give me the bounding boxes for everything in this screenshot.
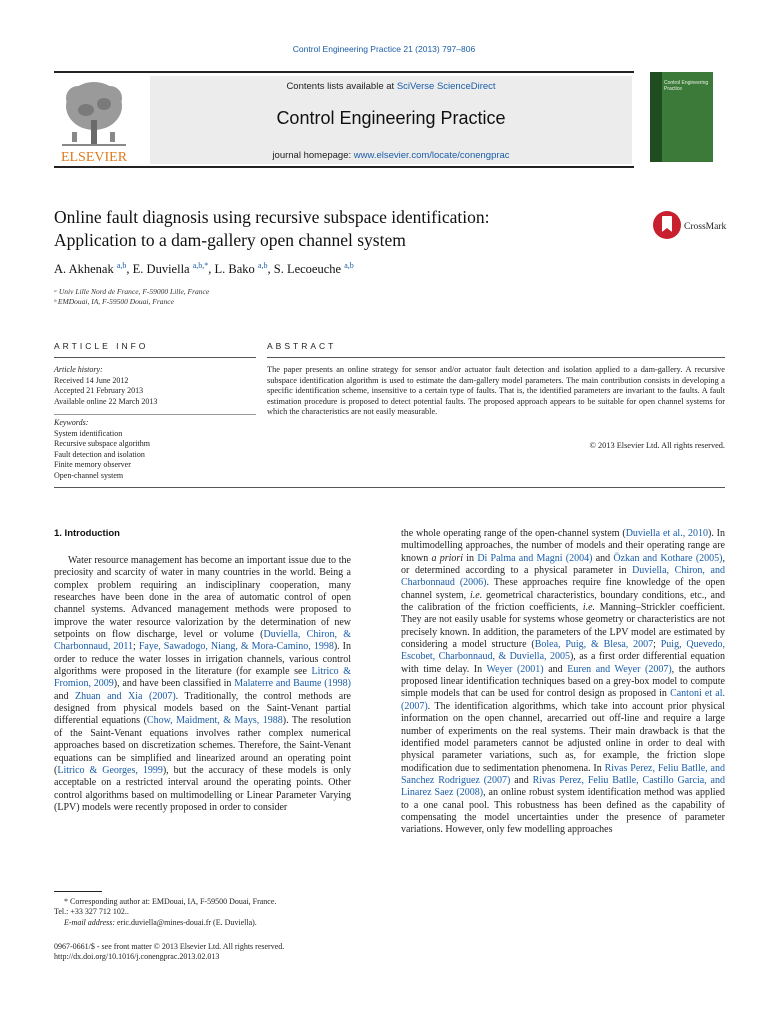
history-label: Article history: — [54, 365, 103, 374]
citation-link[interactable]: Özkan and Kothare (2005) — [613, 552, 723, 564]
footnote-email: E-mail address: eric.duviella@mines-douai.fr (E. Duviella). — [64, 917, 257, 927]
keywords-label: Keywords: — [54, 418, 89, 427]
body-text: ), and have been classified in — [113, 678, 235, 690]
section-heading-introduction: 1. Introduction — [54, 528, 120, 539]
citation-link[interactable]: Weyer (2001) — [486, 663, 544, 675]
corresponding-author-footnote — [54, 897, 354, 928]
body-text: ). In multimodelling approaches, the number of models and their operating range are known — [401, 528, 725, 564]
issn-line: 0967-0661/$ - see front matter © 2013 Elsevier Ltd. All rights reserved. — [54, 942, 285, 951]
history-online: Available online 22 March 2013 — [54, 396, 158, 406]
author[interactable]: L. Bako $^{a,b}$ — [214, 261, 268, 277]
cover-title: Control Engineering Practice — [664, 80, 709, 92]
citation-link[interactable]: Di Palma and Magni (2004) — [477, 552, 593, 564]
citation-link[interactable]: Litrico & Fromion, 2009 — [54, 666, 352, 690]
keyword-item: Open-channel system — [54, 470, 124, 480]
abstract-heading: ABSTRACT — [267, 341, 337, 351]
footnote-corresponding: * Corresponding author at: EMDouai, IA, F-59500 Douai, France. — [64, 897, 277, 906]
body-text: the whole operating range of the open-channel system ( — [401, 528, 626, 539]
citation-link[interactable]: Puig, Quevedo, Escobet, Charbonnaud, & Duviella, 2005 — [401, 639, 725, 663]
title-line-2: Application to a dam-gallery open channel system — [54, 230, 406, 250]
body-text: Water resource management has become an important issue due to the preciosity and scarcity of water in many countries in the world. Being a complex problem requiring an indisciplinary cooperation, many researches have been done in the area of automatic control of open channel systems. Advanced management methods were proposed to improve the water resource valorization by the determination of new setpoints on flow discharge, level or volume ( — [54, 555, 351, 641]
crossmark-label: CrossMark — [684, 222, 727, 232]
body-text: ). The resolution of the Saint-Venant equations involves rather complex numerical approaches based on discretization schemes. Therefore, the Saint-Venant equations can be simplified and linearized around an operating point ( — [54, 715, 351, 776]
body-text: Manning–Strickler coefficient. They are not easily usable for systems whose geometry or characteristics are not precisely known. In addition, the parameters of the LPV model are estimated by considering a model structure ( — [401, 602, 725, 651]
affiliation-b: ᵇ EMDouai, IA, F-59500 Douai, France — [54, 297, 174, 306]
body-text: in — [463, 552, 478, 564]
keyword-item: System identification — [54, 428, 123, 438]
author[interactable]: A. Akhenak $^{a,b}$ — [54, 261, 127, 277]
intro-column-left — [54, 555, 351, 814]
header-top-rule — [54, 71, 634, 73]
body-text: and — [510, 774, 533, 786]
author[interactable]: E. Duviella $^{a,b,*}$ — [132, 261, 209, 277]
affiliation-a: ᵃ Univ Lille Nord de France, F-59000 Lille, France — [54, 287, 210, 296]
body-text: . These approaches require fine knowledge of the open channel system, — [401, 577, 725, 601]
body-text: and — [592, 552, 614, 564]
body-text: ), as a first order differential equation with time delay. In — [401, 651, 725, 675]
author-list: A. Akhenak $^{a,b}$, E. Duviella $^{a,b,*}$, L. Bako $^{a,b}$, S. Lecoeuche $^{a,b}$ — [54, 261, 354, 277]
citation-link[interactable]: Faye, Sawadogo, Niang, & Mora-Camino, 1998 — [138, 641, 334, 653]
article-info-heading: ARTICLE INFO — [54, 341, 149, 351]
header-bottom-rule — [54, 166, 634, 168]
cover-spine — [650, 72, 662, 162]
article-title — [54, 206, 644, 252]
footnote-tel: Tel.: +33 327 712 102.. — [54, 907, 129, 917]
homepage-link[interactable]: www.elsevier.com/locate/conengprac — [353, 150, 510, 161]
body-text: i.e. — [470, 589, 483, 601]
body-text: . The identification algorithms, which take into account prior physical information on the open channel, arecarried out off-line and require a large number of experiments on the real systems. Their main drawback is that the identified model parameters cannot be adjusted online in order to deal with physical parameter variations, such as, for example, the friction slope modification due to sedimentation phenomena. In — [401, 700, 725, 774]
article-info-rule — [54, 357, 256, 358]
publication-info — [54, 942, 374, 963]
contents-prefix: Contents lists available at — [286, 81, 397, 92]
author[interactable]: S. Lecoeuche $^{a,b}$ — [273, 261, 354, 277]
history-received: Received 14 June 2012 — [54, 375, 129, 385]
keyword-item: Recursive subspace algorithm — [54, 439, 150, 449]
elsevier-wordmark: ELSEVIER — [60, 150, 128, 164]
intro-column-right — [401, 528, 725, 837]
keywords — [54, 418, 254, 482]
contents-line — [150, 81, 632, 92]
journal-cover-thumbnail[interactable] — [650, 72, 713, 162]
front-matter-end-rule — [54, 487, 725, 488]
citation-link[interactable]: Rivas Perez, Feliu Batlle, Castillo Garcia, and Linarez Saez (2008) — [401, 774, 725, 799]
citation-link[interactable]: Litrico & Georges, 1999 — [57, 764, 163, 776]
citation-link[interactable]: Rivas Perez, Feliu Batlle, and Sanchez Rodriguez (2007) — [401, 762, 725, 786]
history-accepted: Accepted 21 February 2013 — [54, 386, 144, 396]
article-history — [54, 365, 254, 407]
keyword-item: Finite memory observer — [54, 460, 131, 470]
citation-link[interactable]: Duviella et al., 2010 — [625, 528, 709, 539]
body-text: and — [54, 690, 75, 702]
body-text: and — [543, 663, 568, 675]
body-text: ; — [133, 641, 139, 653]
footnote-rule — [54, 891, 102, 892]
body-text: a priori — [431, 552, 464, 564]
title-line-1: Online fault diagnosis using recursive subspace identification: — [54, 207, 490, 227]
citation-link[interactable]: Cantoni et al. (2007) — [401, 688, 725, 712]
body-text: , an online robust system identification method was applied to a one canal pool. This robustness has been defined as the capability of compensating the model uncertainties under the presence of parameter variations. However, only few modelling approaches — [401, 787, 725, 836]
elsevier-logo — [54, 76, 134, 164]
keyword-item: Fault detection and isolation — [54, 449, 145, 459]
abstract-rule — [267, 357, 725, 358]
homepage-prefix: journal homepage: — [272, 150, 354, 161]
abstract-text: The paper presents an online strategy for sensor and/or actuator fault detection and isolation applied to a dam-gallery. A recursive subspace identification algorithm is used to estimate the dam-gallery model parameters. The main contribution consists in developing a specific identification scheme, insensitive to a certain type of faults. That is, the identified parameters are invariant to the faults. A fault estimation procedure is proposed to detect potential faults. The proposed approach appears to be suitable for open channel systems for which the characteristics are not easily measurable. — [267, 365, 725, 417]
article-info-divider — [54, 414, 256, 415]
sciencedirect-link[interactable]: SciVerse ScienceDirect — [396, 81, 496, 92]
journal-title: Control Engineering Practice — [276, 108, 506, 128]
citation-link[interactable]: Zhuan and Xia (2007) — [74, 690, 176, 702]
email-link[interactable]: eric.duviella@mines-douai.fr (E. Duviella). — [115, 917, 257, 927]
body-text: i.e. — [582, 602, 596, 614]
citation-link[interactable]: Euren and Weyer (2007) — [567, 663, 672, 675]
body-text: , or determined according to a physical parameter in — [401, 552, 726, 577]
citation-link[interactable]: Duviella, Chiron, & Charbonnaud, 2011 — [54, 629, 351, 653]
body-text: geometrical characteristics, boundary conditions, etc., and the calibration of the friction coefficients, — [401, 589, 725, 614]
body-text: ; — [653, 639, 661, 651]
abstract-copyright: © 2013 Elsevier Ltd. All rights reserved. — [589, 441, 725, 450]
journal-reference[interactable]: Control Engineering Practice 21 (2013) 797–806 — [292, 44, 476, 54]
body-text: , the authors proposed linear identification techniques based on a grey-box model to compute simple models that can be used for control design as proposed in — [401, 663, 725, 700]
body-text: ). In order to reduce the water losses in irrigation channels, various control algorithms were proposed in the literature (for example see — [54, 641, 351, 678]
citation-link[interactable]: Malaterre and Baume (1998) — [234, 678, 351, 690]
body-text: . Traditionally, the control methods are designed from physical models based on the Saint-Venant partial differential equations ( — [54, 690, 351, 727]
doi-link[interactable]: http://dx.doi.org/10.1016/j.conengprac.2013.02.013 — [54, 952, 220, 962]
citation-link[interactable]: Bolea, Puig, & Blesa, 2007 — [534, 639, 654, 651]
homepage-line — [150, 150, 632, 161]
citation-link[interactable]: Duviella, Chiron, and Charbonnaud (2006) — [401, 565, 725, 589]
citation-link[interactable]: Chow, Maidment, & Mays, 1988 — [146, 715, 283, 727]
crossmark-badge[interactable] — [652, 208, 732, 244]
body-text: ), but the accuracy of these models is only acceptable on a restricted interval around the operating points. Other control algorithms based on multimodelling or Linear Parameter Varying (LPV) models were recently proposed in order to consider — [54, 764, 351, 813]
